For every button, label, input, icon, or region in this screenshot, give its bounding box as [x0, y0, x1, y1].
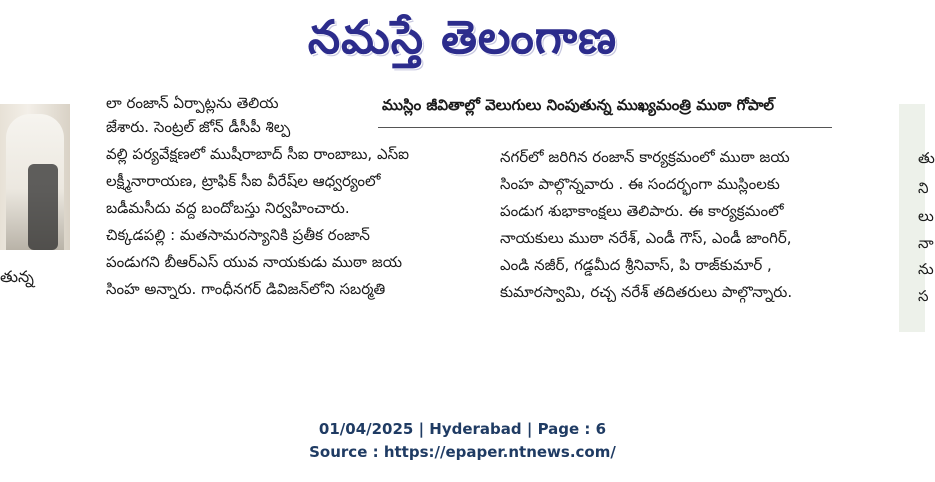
article-line: బడీమసీదు వద్ద బందోబస్తు నిర్వహించారు. [106, 199, 350, 217]
article-column-middle [500, 144, 868, 306]
article-line: లక్ష్మీనారాయణ, ట్రాఫిక్ సీఐ వీరేష్‌ల ఆధ్వర్యంలో [106, 172, 381, 190]
adjacent-text-fragment: నా [918, 234, 934, 252]
photo-caption-fragment: తున్న [0, 267, 34, 286]
adjacent-text-fragment: స [918, 287, 929, 305]
article-headline [382, 88, 834, 114]
article-line: నగర్‌లో జరిగిన రంజాన్ కార్యక్రమంలో ముఠా జయ [500, 148, 790, 166]
article-line: చిక్కడపల్లి : మతసామరస్యానికి ప్రతీక రంజాన్ [106, 226, 370, 244]
adjacent-text-fragment: లు [918, 207, 934, 225]
news-photo [0, 104, 70, 250]
article-column-left [106, 114, 476, 303]
article-line: వల్లి పర్యవేక్షణలో ముషీరాబాద్ సీఐ రాంబాబు, ఎస్ఐ [106, 145, 410, 163]
photo-shadow [28, 164, 58, 250]
adjacent-text-fragment: ని [918, 179, 929, 197]
cut-text: లా రంజాన్ ఏర్పాట్లను తెలియ [106, 94, 279, 112]
adjacent-text-fragment: ను [918, 260, 934, 278]
cut-text-line [106, 88, 374, 112]
article-line: పండుగ శుభాకాంక్షలు తెలిపారు. ఈ కార్యక్రమంలో [500, 202, 784, 220]
newspaper-logo: నమస్తే తెలంగాణ [307, 10, 618, 64]
adjacent-text-fragment: తు [918, 149, 935, 167]
article-line: పండుగని బీఆర్ఎస్ యువ నాయకుడు ముఠా జయ [106, 253, 403, 271]
article-line: జేశారు. సెంట్రల్ జోన్ డీసీపీ శిల్ప [106, 118, 291, 136]
article-line: నాయకులు ముఠా నరేశ్, ఎండీ గౌస్, ఎండీ జాంగిర్, [500, 229, 792, 247]
source-link[interactable]: Source : https://epaper.ntnews.com/ [309, 443, 616, 461]
article-line: సింహ పాల్గొన్నవారు . ఈ సందర్భంగా ముస్లింలకు [500, 175, 780, 193]
headline-text: ముస్లిం జీవితాల్లో వెలుగులు నింపుతున్న ముఖ్యమంత్రి ముఠా గోపాల్ [382, 96, 775, 114]
article-line: సింహ అన్నారు. గాంధీనగర్ డివిజన్‌లోని సబర్మతి [106, 280, 386, 298]
masthead [0, 0, 925, 78]
article-line: కుమారస్వామి, రచ్చ నరేశ్ తదితరులు పాల్గొన్నారు. [500, 283, 793, 301]
article-line: ఎండి నజీర్, గడ్డమీద శ్రీనివాస్, పి రాజ్‌కుమార్ , [500, 256, 772, 274]
page-footer [0, 418, 925, 464]
edition-dateline: 01/04/2025 | Hyderabad | Page : 6 [318, 420, 607, 438]
